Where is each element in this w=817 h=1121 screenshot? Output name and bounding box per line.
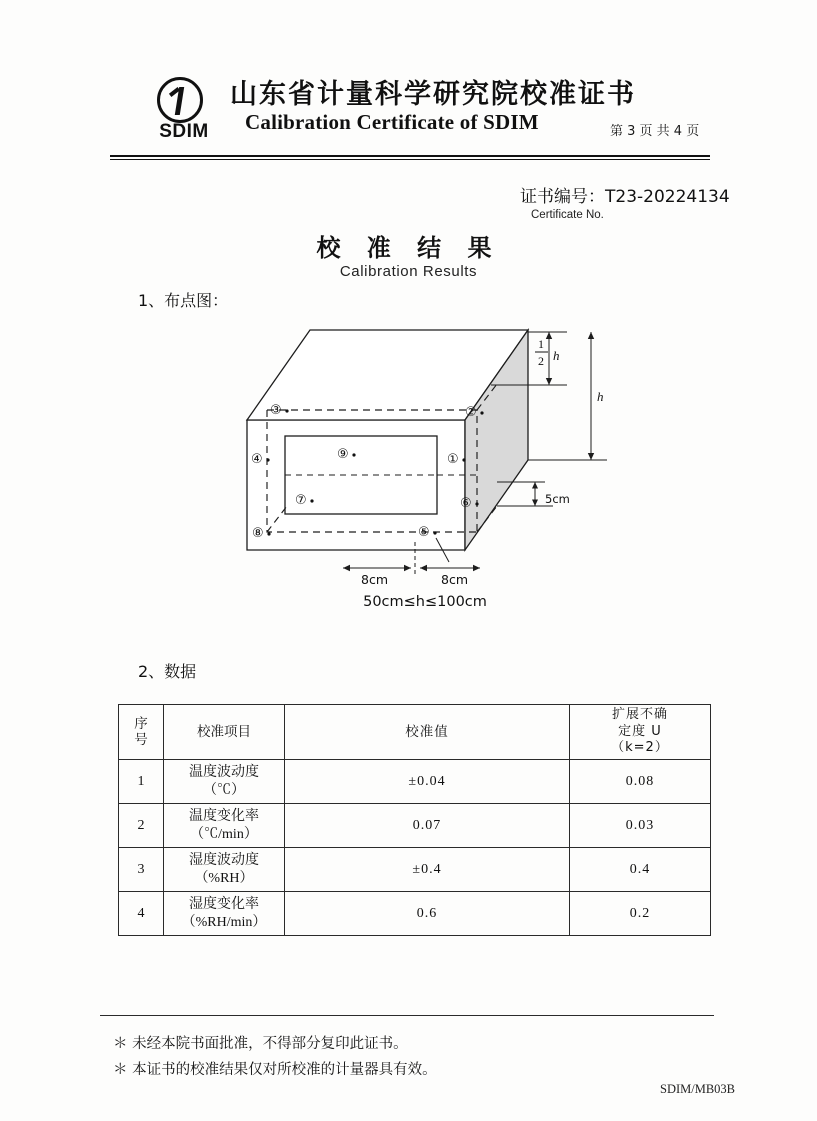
table-row: [119, 804, 711, 848]
table-row: [119, 760, 711, 804]
cell-uncertainty: 0.03: [570, 804, 711, 848]
dim-half-h-num: 1: [538, 337, 544, 351]
page-title-en: Calibration Certificate of SDIM: [245, 110, 539, 134]
cell-index: 4: [119, 892, 164, 936]
footer-note-1: ＊ 未经本院书面批准，不得部分复印此证书。: [113, 1036, 408, 1052]
cell-item: [164, 760, 285, 804]
cell-item-line1: 温度变化率: [189, 809, 259, 824]
certificate-number-label-en: Certificate No.: [531, 209, 604, 221]
header-item: 校准项目: [164, 705, 285, 760]
point-label-6: ⑥: [460, 496, 472, 511]
header-divider: [110, 155, 710, 160]
cell-item-line2: （%RH/min）: [181, 914, 267, 930]
layout-heading: 1、布点图：: [138, 291, 229, 310]
cell-uncertainty: 0.2: [570, 892, 711, 936]
header-uncertainty: [570, 705, 711, 760]
table-header-row: [119, 705, 711, 760]
logo-mark-icon: [157, 77, 203, 123]
point-label-4: ④: [251, 452, 263, 467]
cell-item: [164, 892, 285, 936]
cell-value: ±0.4: [285, 848, 570, 892]
cell-item-line2: （℃/min）: [190, 826, 258, 842]
header-uncertainty-line1: 扩展不确: [611, 706, 668, 722]
document-code: SDIM/MB03B: [660, 1082, 736, 1096]
header-index: [119, 705, 164, 760]
cell-item-line1: 湿度波动度: [189, 853, 259, 868]
dim-half-h-den: 2: [538, 354, 544, 368]
point-layout-diagram: [215, 310, 635, 620]
dim-8cm-right: 8cm: [441, 572, 469, 587]
page-number: 第 3 页 共 4 页: [610, 124, 700, 139]
cell-item-line1: 湿度变化率: [189, 897, 259, 912]
footer-divider: [100, 1015, 714, 1016]
point-label-2: ②: [465, 405, 477, 420]
cell-value: 0.6: [285, 892, 570, 936]
cell-index: 2: [119, 804, 164, 848]
table-row: [119, 848, 711, 892]
dim-8cm-left: 8cm: [361, 572, 389, 587]
certificate-number: 证书编号：T23-20224134: [520, 187, 730, 207]
page-title-cn: 山东省计量科学研究院校准证书: [230, 79, 636, 110]
cell-item: [164, 804, 285, 848]
header-uncertainty-line2: 定度 U: [618, 723, 662, 739]
calibration-results-table: [118, 704, 698, 936]
section-title-en: Calibration Results: [339, 263, 478, 280]
cell-value: 0.07: [285, 804, 570, 848]
cell-item: [164, 848, 285, 892]
point-label-3: ③: [270, 403, 282, 418]
header-uncertainty-line3: （k=2）: [611, 740, 669, 756]
header-index-line2: 号: [134, 732, 148, 748]
cell-item-line1: 温度波动度: [189, 765, 259, 780]
cell-index: 1: [119, 760, 164, 804]
point-label-1: ①: [447, 452, 459, 467]
header-value: 校准值: [285, 705, 570, 760]
cell-index: 3: [119, 848, 164, 892]
logo-text: SDIM: [159, 121, 209, 142]
header-index-line1: 序: [134, 715, 148, 732]
cell-uncertainty: 0.4: [570, 848, 711, 892]
table-row: [119, 892, 711, 936]
point-label-7: ⑦: [295, 493, 307, 508]
footer-note-2: ＊ 本证书的校准结果仅对所校准的计量器具有效。: [113, 1062, 437, 1078]
dim-half-h-sym: h: [553, 348, 560, 363]
point-label-9: ⑨: [337, 447, 349, 462]
data-heading: 2、数据: [138, 662, 197, 681]
diagram-caption: 50cm≤h≤100cm: [363, 594, 487, 610]
cell-uncertainty: 0.08: [570, 760, 711, 804]
sdim-logo: [147, 77, 221, 141]
certificate-header: [110, 72, 750, 154]
dim-5cm: 5cm: [545, 492, 570, 506]
point-label-8: ⑧: [252, 526, 264, 541]
section-title-cn: 校 准 结 果: [316, 234, 501, 262]
cell-value: ±0.04: [285, 760, 570, 804]
cell-item-line2: （%RH）: [194, 870, 254, 886]
cell-item-line2: （℃）: [203, 782, 245, 798]
point-label-5: ⑤: [418, 525, 430, 540]
dim-h: h: [597, 389, 604, 404]
